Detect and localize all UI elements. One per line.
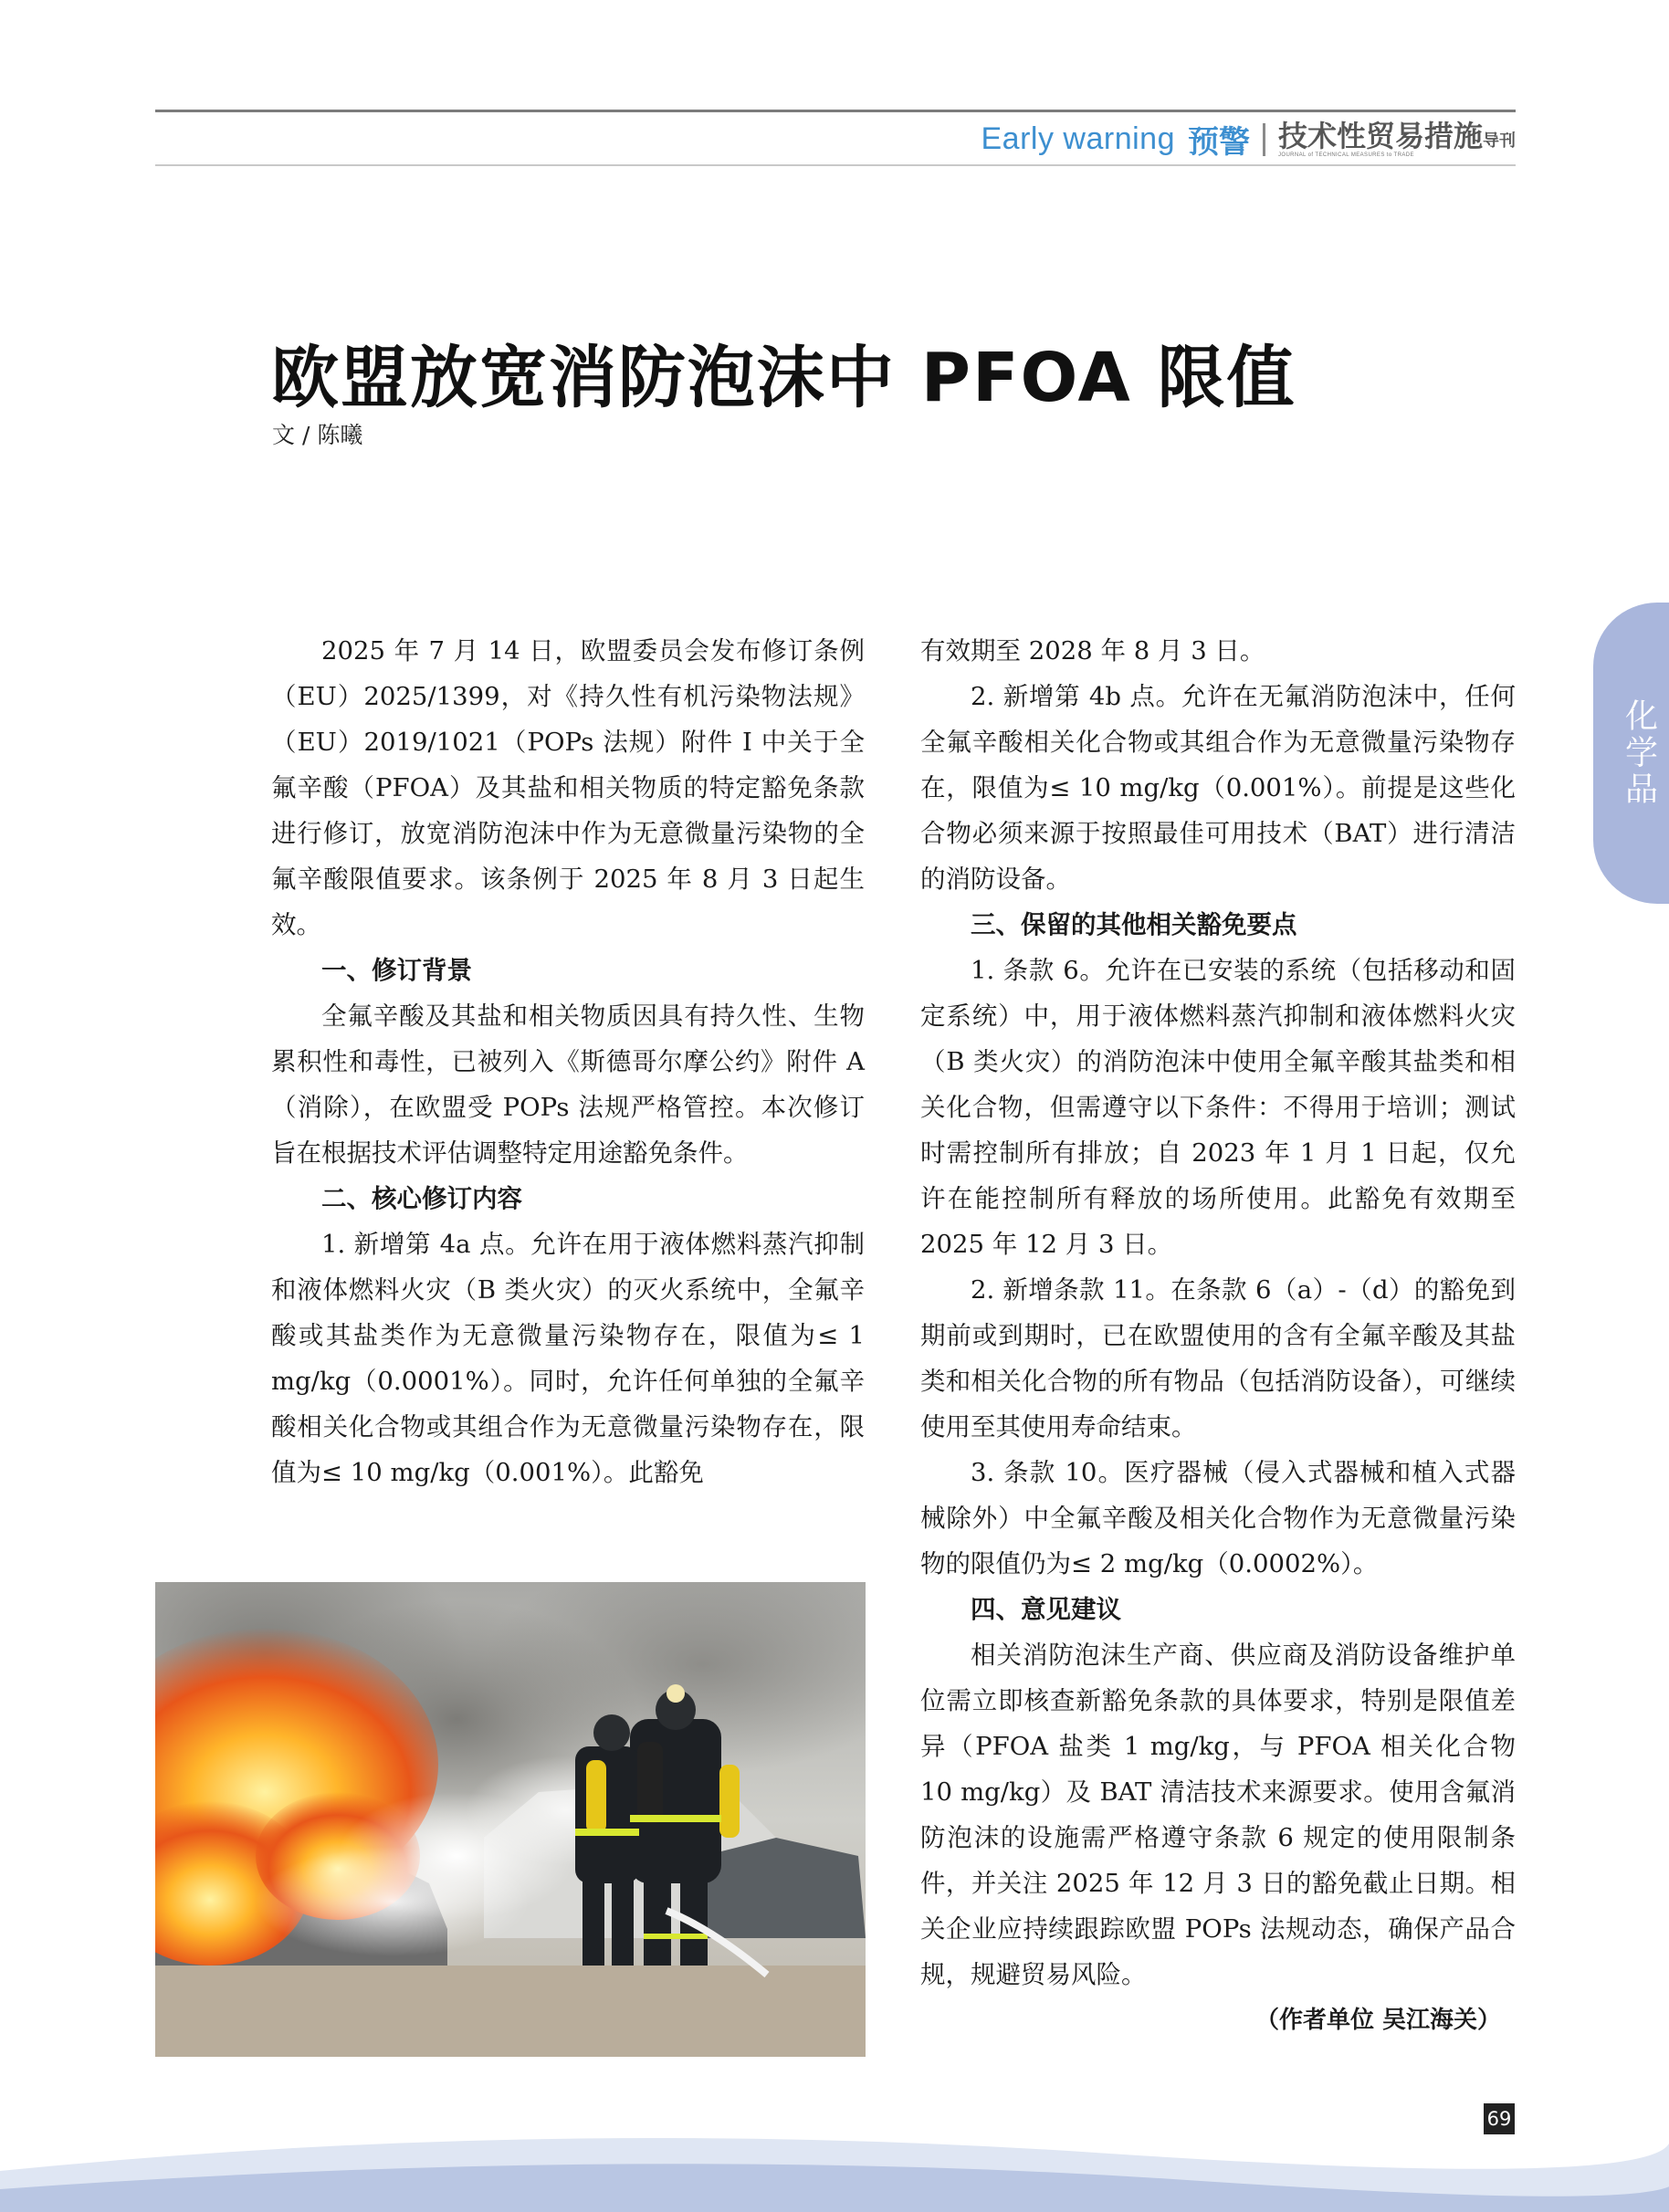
journal-logo: [1277, 118, 1516, 158]
author-credit: （作者单位 吴江海关）: [1254, 2007, 1501, 2034]
paragraph: 1. 新增第 4a 点。允许在用于液体燃料蒸汽抑制和液体燃料火灾（B 类火灾）的灭火系统中，全氟辛酸或其盐类作为无意微量污染物存在，限值为≤ 1 mg/kg（0.0001%）。同时，允许任何单独的全氟辛酸相关化合物或其组合作为无意微量污染物存在，限值为≤ 10 mg/kg（0.001%）。此豁免: [271, 1230, 865, 1487]
header-rule-top: [155, 110, 1516, 112]
paragraph: 有效期至 2028 年 8 月 3 日。: [920, 636, 1265, 666]
section-heading: 四、意见建议: [971, 1595, 1121, 1624]
paragraph: 相关消防泡沫生产商、供应商及消防设备维护单位需立即核查新豁免条款的具体要求，特别是限值差异（PFOA 盐类 1 mg/kg，与 PFOA 相关化合物 10 mg/kg）及 BAT 清洁技术来源要求。使用含氟消防泡沫的设施需严格遵守条款 6 规定的使用限制条件，并关注 2025 年 12 月 3 日的豁免截止日期。相关企业应持续跟踪欧盟 POPs 法规动态，确保产品合规，规避贸易风险。: [920, 1641, 1516, 1989]
journal-name: 技术性贸易措施: [1277, 118, 1483, 153]
article-column-left: [271, 628, 865, 1495]
article-byline: 文 / 陈曦: [272, 422, 363, 448]
paragraph: 2. 新增第 4b 点。允许在无氟消防泡沫中，任何全氟辛酸相关化合物或其组合作为无意微量污染物存在，限值为≤ 10 mg/kg（0.001%）。前提是这些化合物必须来源于按照最佳可用技术（BAT）进行清洁的消防设备。: [920, 682, 1516, 894]
running-header: [822, 114, 1516, 164]
paragraph: 3. 条款 10。医疗器械（侵入式器械和植入式器械除外）中全氟辛酸及相关化合物作为无意微量污染物的限值仍为≤ 2 mg/kg（0.0002%）。: [920, 1458, 1516, 1578]
section-heading: 一、修订背景: [321, 956, 472, 985]
category-tab: [1593, 603, 1669, 904]
journal-suffix: 导刊: [1483, 131, 1516, 151]
article-title: 欧盟放宽消防泡沫中 PFOA 限值: [271, 339, 1296, 417]
paragraph: 2. 新增条款 11。在条款 6（a）-（d）的豁免到期前或到期时，已在欧盟使用的含有全氟辛酸及其盐类和相关化合物的所有物品（包括消防设备），可继续使用至其使用寿命结束。: [920, 1275, 1516, 1441]
header-rule-bottom: [155, 164, 1516, 166]
paragraph: 1. 条款 6。允许在已安装的系统（包括移动和固定系统）中，用于液体燃料蒸汽抑制和液体燃料火灾（B 类火灾）的消防泡沫中使用全氟辛酸其盐类和相关化合物，但需遵守以下条件：不得用于培训；测试时需控制所有排放；自 2023 年 1 月 1 日起，仅允许在能控制所有释放的场所使用。此豁免有效期至 2025 年 12 月 3 日。: [920, 956, 1516, 1259]
header-separator: [1263, 123, 1265, 156]
section-heading: 三、保留的其他相关豁免要点: [971, 910, 1297, 939]
paragraph: 2025 年 7 月 14 日，欧盟委员会发布修订条例（EU）2025/1399，对《持久性有机污染物法规》（EU）2019/1021（POPs 法规）附件 I 中关于全氟辛酸（PFOA）及其盐和相关物质的特定豁免条款进行修订，放宽消防泡沫中作为无意微量污染物的全氟辛酸限值要求。该条例于 2025 年 8 月 3 日起生效。: [271, 636, 865, 939]
section-label-cn: 预警: [1187, 124, 1250, 161]
journal-name-en: JOURNAL of TECHNICAL MEASURES to TRADE: [1277, 152, 1414, 158]
firefighters-foam-photo: [155, 1582, 866, 2057]
bottom-wave-decoration: [0, 2116, 1669, 2212]
category-tab-label: 化学品: [1620, 698, 1658, 808]
section-label-en: Early warning: [981, 121, 1175, 156]
page-number: 69: [1484, 2103, 1515, 2134]
article-column-right: [920, 628, 1516, 2043]
section-heading: 二、核心修订内容: [321, 1184, 522, 1213]
paragraph: 全氟辛酸及其盐和相关物质因具有持久性、生物累积性和毒性，已被列入《斯德哥尔摩公约》附件 A（消除），在欧盟受 POPs 法规严格管控。本次修订旨在根据技术评估调整特定用途豁免条件。: [271, 1001, 865, 1168]
